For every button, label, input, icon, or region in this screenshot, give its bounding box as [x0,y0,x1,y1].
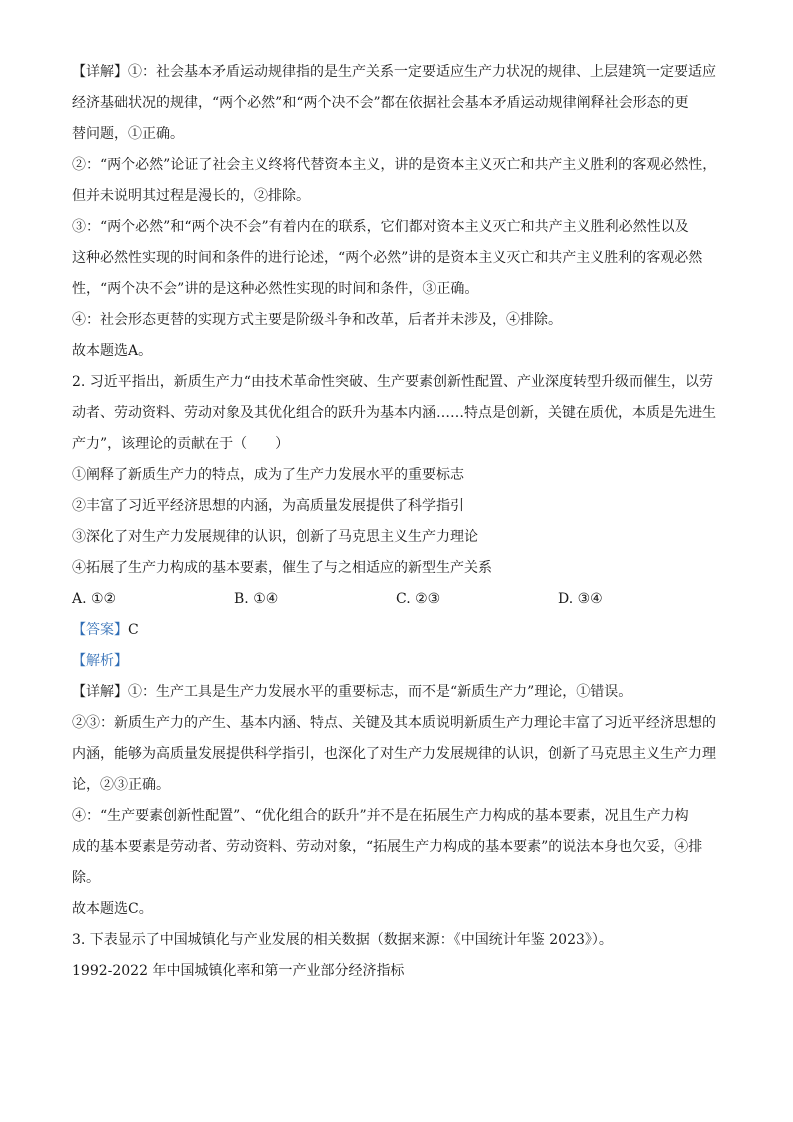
analysis-tag: 【解析】 [72,653,128,669]
detail-line: 经济基础状况的规律，“两个必然”和“两个决不会”都在依据社会基本矛盾运动规律阐释社会形态的更 [72,95,689,111]
detail-line: ②③：新质生产力的产生、基本内涵、特点、关键及其本质说明新质生产力理论丰富了习近平经济思想的 [72,715,716,731]
option-a: A. ①② [72,591,117,607]
document-page [72,62,732,992]
option-d: D. ③④ [558,591,603,607]
conclusion-line: 故本题选C。 [72,901,153,917]
question-2 [72,372,732,930]
detail-line: 除。 [72,870,100,886]
detail-line: 【详解】①：生产工具是生产力发展水平的重要标志，而不是“新质生产力”理论，①错误。 [72,684,633,700]
detail-line: 成的基本要素是劳动者、劳动资料、劳动对象，“拓展生产力构成的基本要素”的说法本身也欠妥，④排 [72,839,703,855]
statement-3: ③深化了对生产力发展规律的认识，创新了马克思主义生产力理论 [72,529,478,545]
question-stem-line: 2. 习近平指出，新质生产力“由技术革命性突破、生产要素创新性配置、产业深度转型升级而催生，以劳 [72,374,713,390]
statement-2: ②丰富了习近平经济思想的内涵，为高质量发展提供了科学指引 [72,498,464,514]
answer-value: C [128,622,139,638]
detail-line: 内涵，能够为高质量发展提供科学指引，也深化了对生产力发展规律的认识，创新了马克思主义生产力理 [72,746,716,762]
answer-line [72,620,732,651]
question-stem-line: 动者、劳动资料、劳动对象及其优化组合的跃升为基本内涵……特点是创新，关键在质优，本质是先进生 [72,405,716,421]
detail-line: 【详解】①：社会基本矛盾运动规律指的是生产关系一定要适应生产力状况的规律、上层建筑一定要适应 [72,64,716,80]
detail-line: ③：“两个必然”和“两个决不会”有着内在的联系，它们都对资本主义灭亡和共产主义胜利必然性以及 [72,219,689,235]
question-stem-line: 3. 下表显示了中国城镇化与产业发展的相关数据（数据来源：《中国统计年鉴 2023》）。 [72,932,613,948]
question-3 [72,930,732,992]
conclusion-line: 故本题选A。 [72,343,153,359]
detail-line: ④：“生产要素创新性配置”、“优化组合的跃升”并不是在拓展生产力构成的基本要素，况且生产力构 [72,808,689,824]
detail-line: 替问题，①正确。 [72,126,184,142]
statement-1: ①阐释了新质生产力的特点，成为了生产力发展水平的重要标志 [72,467,464,483]
option-c: C. ②③ [396,591,441,607]
detail-line: ④：社会形态更替的实现方式主要是阶级斗争和改革，后者并未涉及，④排除。 [72,312,562,328]
question-stem-line: 产力”，该理论的贡献在于（ ） [72,436,290,452]
detail-line: 性，“两个决不会”讲的是这种必然性实现的时间和条件，③正确。 [72,281,479,297]
section1-detail [72,62,732,372]
statement-4: ④拓展了生产力构成的基本要素，催生了与之相适应的新型生产关系 [72,560,492,576]
answer-options [72,589,732,620]
option-b: B. ①④ [234,591,279,607]
table-caption: 1992-2022 年中国城镇化率和第一产业部分经济指标 [72,963,405,979]
detail-line: 这种必然性实现的时间和条件的进行论述，“两个必然”讲的是资本主义灭亡和共产主义胜利的客观必然 [72,250,703,266]
detail-line: 但并未说明其过程是漫长的，②排除。 [72,188,310,204]
answer-tag: 【答案】 [72,622,128,638]
detail-line: ②：“两个必然”论证了社会主义终将代替资本主义，讲的是资本主义灭亡和共产主义胜利的客观必然性， [72,157,717,173]
detail-line: 论，②③正确。 [72,777,170,793]
